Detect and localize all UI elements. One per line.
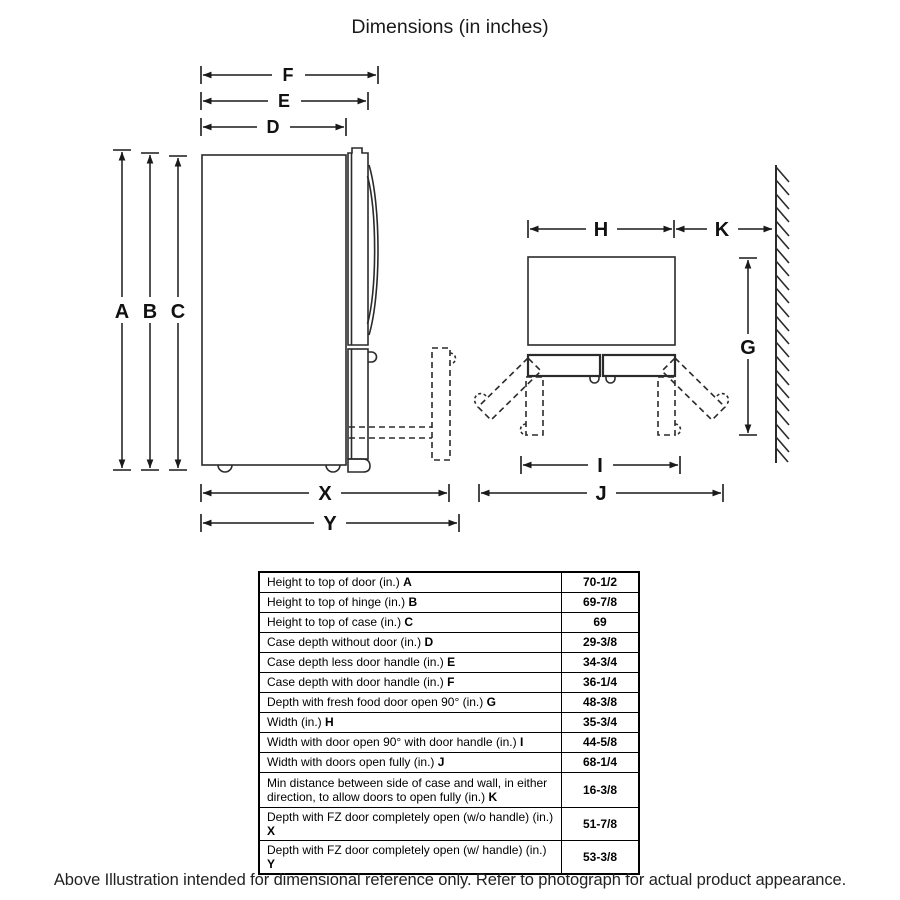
label-j: J (595, 483, 607, 505)
dimension-value-cell: 69-7/8 (562, 592, 640, 612)
table-row (259, 672, 639, 692)
dim-i (521, 453, 680, 477)
dim-d (201, 115, 346, 138)
dimension-value-cell: 29-3/8 (562, 632, 640, 652)
right-door-open-90 (658, 377, 675, 435)
label-d: D (266, 117, 280, 137)
case-top (528, 257, 675, 345)
label-f: F (282, 65, 294, 85)
label-g: G (740, 337, 756, 359)
side-view (202, 148, 456, 472)
left-door-open-90 (526, 377, 543, 435)
dimension-label-cell: Height to top of door (in.) A (259, 572, 562, 592)
label-i: I (597, 455, 603, 477)
footer-note: Above Illustration intended for dimensional reference only. Refer to photograph for actual product appearance. (53, 871, 847, 889)
dimension-value-cell: 48-3/8 (562, 692, 640, 712)
table-row (259, 840, 639, 874)
table-row (259, 752, 639, 772)
dimension-value-cell: 69 (562, 612, 640, 632)
label-b: B (142, 301, 158, 323)
drawer-handle (368, 352, 377, 362)
dimension-label-cell: Depth with FZ door completely open (w/ handle) (in.) Y (259, 840, 562, 874)
top-view (475, 165, 789, 463)
table-row (259, 692, 639, 712)
label-y: Y (323, 513, 337, 535)
dim-a (109, 150, 135, 470)
table-row (259, 572, 639, 592)
dimension-value-cell: 68-1/4 (562, 752, 640, 772)
table-row (259, 652, 639, 672)
dimension-label-cell: Depth with fresh food door open 90° (in.) G (259, 692, 562, 712)
table-row (259, 712, 639, 732)
table-row (259, 632, 639, 652)
dim-j (479, 481, 723, 505)
dim-f (201, 63, 378, 86)
dim-e (201, 89, 368, 112)
label-k: K (714, 219, 730, 241)
dimensions-table (258, 571, 640, 875)
foot (218, 465, 232, 472)
dim-h (528, 217, 674, 241)
dim-k (676, 217, 772, 241)
dimension-label-cell: Width (in.) H (259, 712, 562, 732)
dimension-label-cell: Width with doors open fully (in.) J (259, 752, 562, 772)
dimension-value-cell: 51-7/8 (562, 807, 640, 840)
dimension-label-cell: Case depth without door (in.) D (259, 632, 562, 652)
dimension-label-cell: Height to top of case (in.) C (259, 612, 562, 632)
dimension-label-cell: Case depth with door handle (in.) F (259, 672, 562, 692)
label-a: A (114, 301, 130, 323)
dimension-value-cell: 70-1/2 (562, 572, 640, 592)
label-c: C (170, 301, 186, 323)
dim-x (201, 481, 449, 505)
table-row (259, 612, 639, 632)
label-x: X (318, 483, 332, 505)
dimension-value-cell: 34-3/4 (562, 652, 640, 672)
wall (776, 165, 789, 463)
dimension-label-cell: Min distance between side of case and wall, in either direction, to allow doors to open fully (in.) K (259, 772, 562, 807)
freezer-drawer-open (432, 348, 450, 460)
dim-c (165, 156, 191, 470)
dimension-label-cell: Depth with FZ door completely open (w/o handle) (in.) X (259, 807, 562, 840)
dim-y (201, 511, 459, 535)
dimension-label-cell: Height to top of hinge (in.) B (259, 592, 562, 612)
page-title: Dimensions (in inches) (351, 16, 549, 38)
dimension-value-cell: 35-3/4 (562, 712, 640, 732)
dimension-label-cell: Case depth less door handle (in.) E (259, 652, 562, 672)
foot (326, 465, 340, 472)
dimension-value-cell: 44-5/8 (562, 732, 640, 752)
table-row (259, 592, 639, 612)
dimension-value-cell: 16-3/8 (562, 772, 640, 807)
table-row (259, 807, 639, 840)
dimension-label-cell: Width with door open 90° with door handle (in.) I (259, 732, 562, 752)
label-h: H (593, 219, 609, 241)
dim-g (734, 258, 762, 435)
dimension-value-cell: 53-3/8 (562, 840, 640, 874)
table-row (259, 772, 639, 807)
dimension-value-cell: 36-1/4 (562, 672, 640, 692)
table-row (259, 732, 639, 752)
dim-b (137, 153, 163, 470)
label-e: E (277, 91, 291, 111)
